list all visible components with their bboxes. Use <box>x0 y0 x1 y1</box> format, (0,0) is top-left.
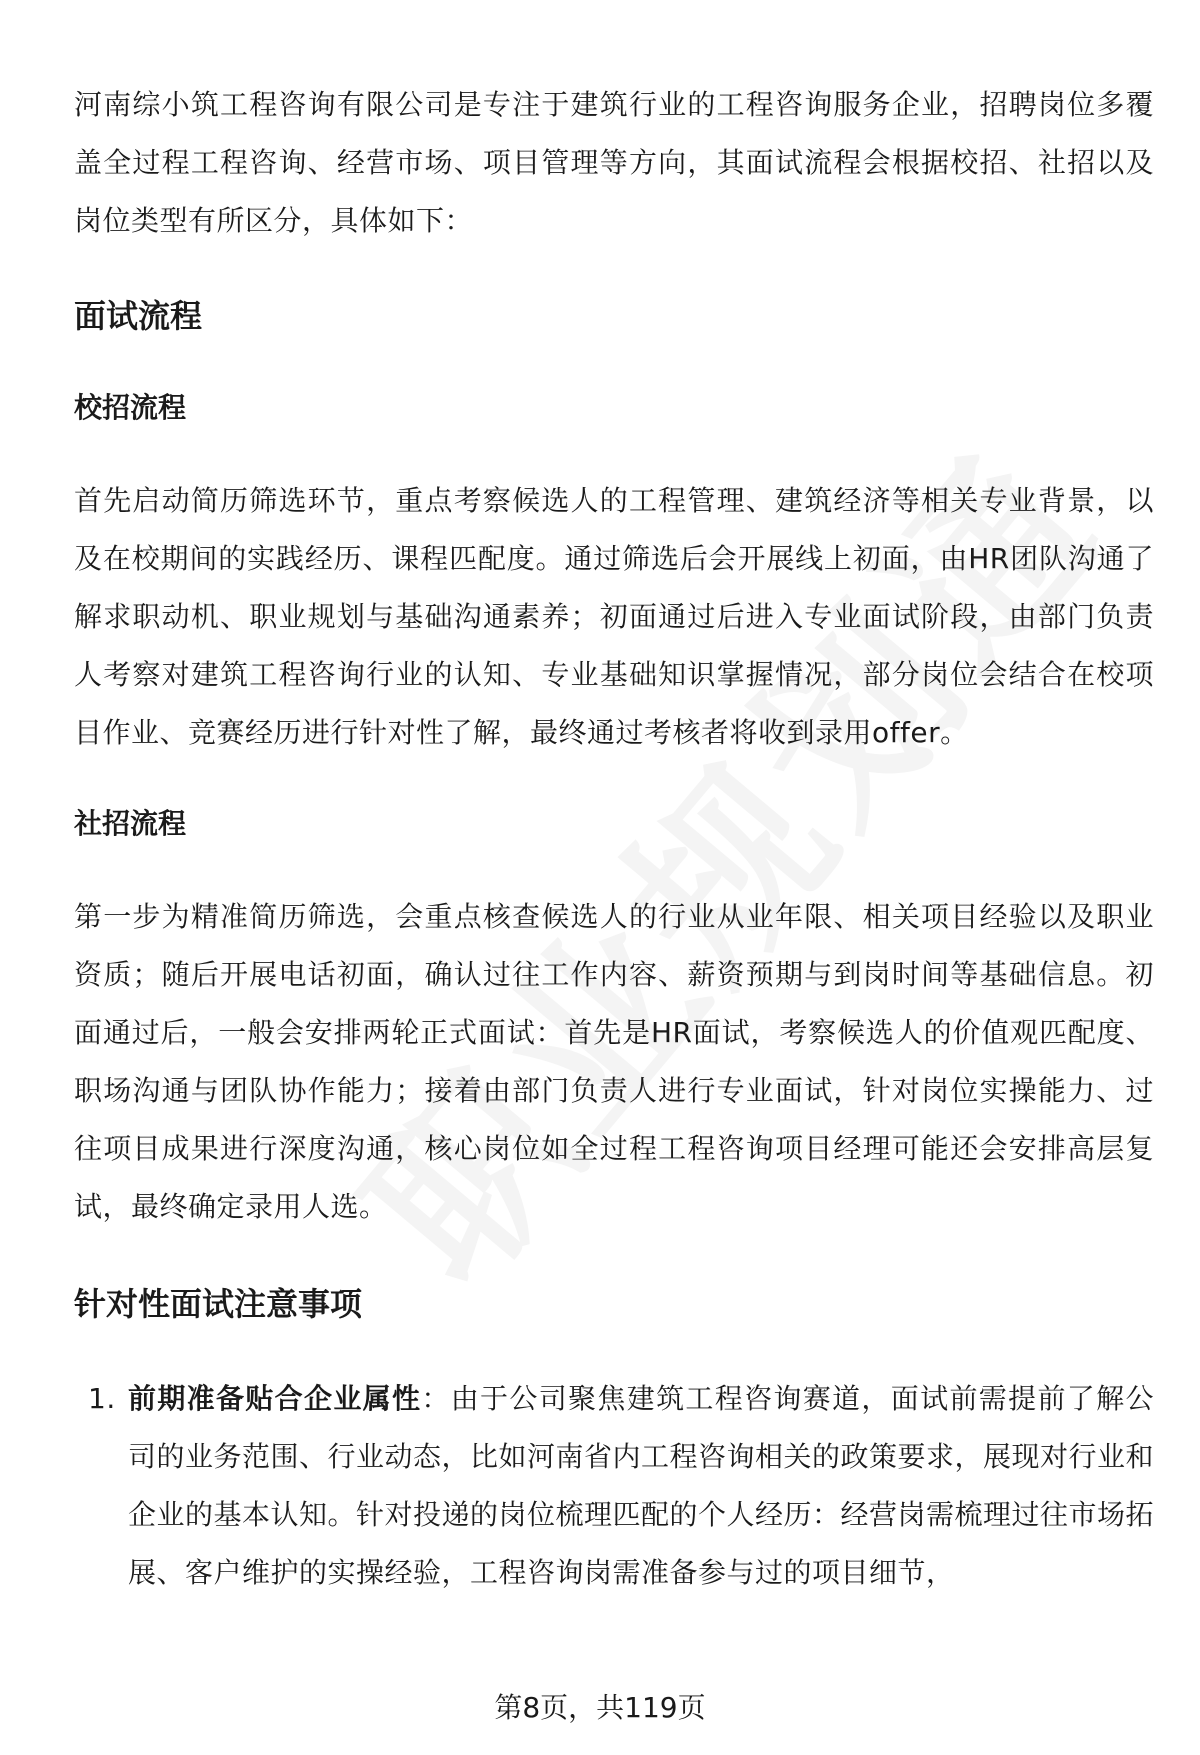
section-title-interview-process: 面试流程 <box>74 297 203 335</box>
list-item <box>74 1370 1154 1602</box>
page-footer: 第8页，共119页 <box>494 1691 706 1724</box>
tips-list <box>74 1370 1154 1602</box>
subsection-title-campus: 校招流程 <box>74 391 187 424</box>
list-item-number: 1. <box>88 1382 116 1415</box>
subsection-title-social: 社招流程 <box>74 807 187 840</box>
intro-paragraph: 河南综小筑工程咨询有限公司是专注于建筑行业的工程咨询服务企业，招聘岗位多覆盖全过程工程咨询、经营市场、项目管理等方向，其面试流程会根据校招、社招以及岗位类型有所区分，具体如下： <box>74 88 1154 237</box>
list-item-heading: 前期准备贴合企业属性 <box>128 1382 422 1415</box>
list-item-text: ：由于公司聚焦建筑工程咨询赛道，面试前需提前了解公司的业务范围、行业动态，比如河南省内工程咨询相关的政策要求，展现对行业和企业的基本认知。针对投递的岗位梳理匹配的个人经历：经营岗需梳理过往市场拓展、客户维护的实操经验，工程咨询岗需准备参与过的项目细节， <box>128 1382 1155 1589</box>
document-body <box>74 76 1154 1602</box>
social-paragraph: 第一步为精准简历筛选，会重点核查候选人的行业从业年限、相关项目经验以及职业资质；随后开展电话初面，确认过往工作内容、薪资预期与到岗时间等基础信息。初面通过后，一般会安排两轮正式面试：首先是HR面试，考察候选人的价值观匹配度、职场沟通与团队协作能力；接着由部门负责人进行专业面试，针对岗位实操能力、过往项目成果进行深度沟通，核心岗位如全过程工程咨询项目经理可能还会安排高层复试，最终确定录用人选。 <box>74 900 1154 1223</box>
section-title-tips: 针对性面试注意事项 <box>74 1285 363 1323</box>
campus-paragraph: 首先启动简历筛选环节，重点考察候选人的工程管理、建筑经济等相关专业背景，以及在校期间的实践经历、课程匹配度。通过筛选后会开展线上初面，由HR团队沟通了解求职动机、职业规划与基础沟通素养；初面通过后进入专业面试阶段，由部门负责人考察对建筑工程咨询行业的认知、专业基础知识掌握情况，部分岗位会结合在校项目作业、竞赛经历进行针对性了解，最终通过考核者将收到录用offer。 <box>74 484 1154 749</box>
